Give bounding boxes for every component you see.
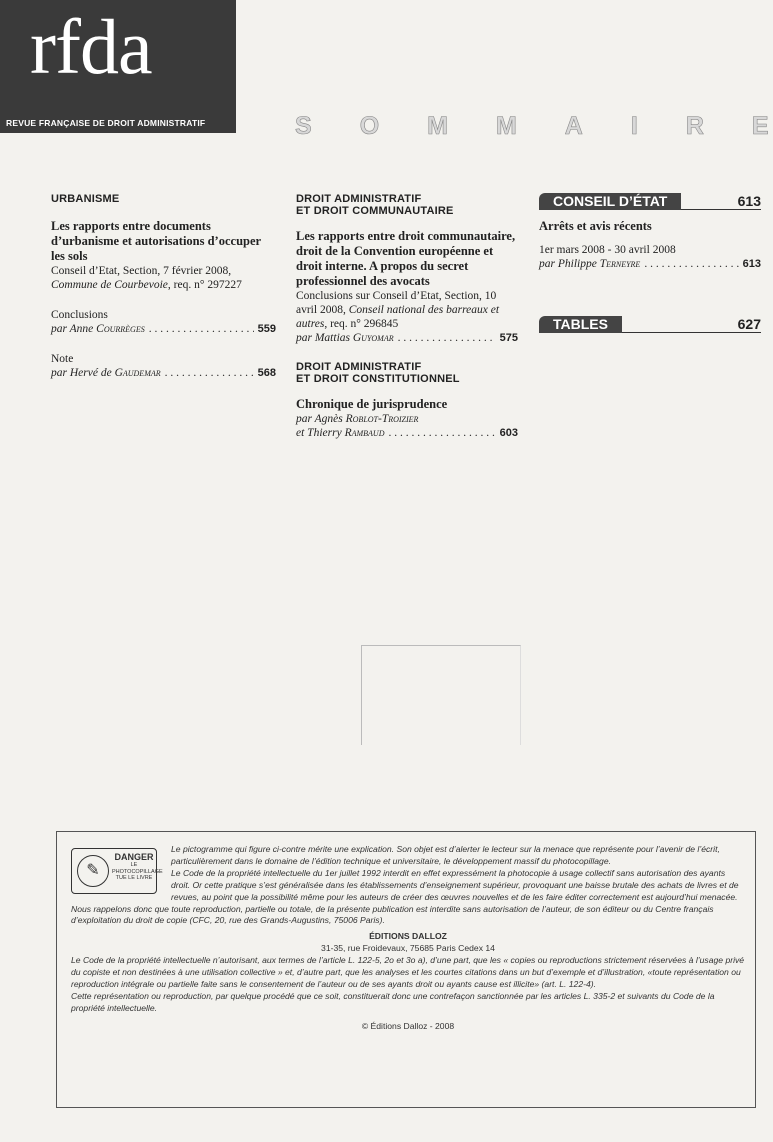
article-title: Arrêts et avis récents	[539, 219, 652, 233]
source-req: , req. n° 297227	[167, 279, 242, 291]
section-box-label: TABLES	[539, 316, 622, 333]
legal-notice	[56, 831, 756, 1108]
author-name: Rambaud	[344, 427, 385, 439]
notice-paragraph: Cette représentation ou reproduction, par quelque procédé que ce soit, constituerait donc une contrefaçon sanctionnée par les articles L. 335-2 et suivants du Code de la propriété intellectuelle.	[71, 990, 715, 1013]
author-name: Courrèges	[96, 323, 145, 335]
author-line	[296, 331, 518, 345]
author-line	[296, 412, 518, 426]
article-title: Les rapports entre documents d’urbanisme et autorisations d’occuper les sols	[51, 219, 261, 263]
author-prefix: par Hervé de	[51, 367, 112, 379]
source-text: Conclusions sur Conseil d’Etat, Section, 10 avril 2008,	[296, 290, 497, 316]
leader-dots	[398, 331, 496, 345]
author-prefix: et Thierry	[296, 427, 342, 439]
source-text: Conseil d’Etat, Section, 7 février 2008,	[51, 265, 232, 277]
note-label: Note	[51, 353, 74, 365]
note-author-line	[51, 366, 276, 380]
masthead	[0, 0, 236, 133]
section-heading-line: DROIT ADMINISTRATIF	[296, 361, 422, 373]
leader-dots	[165, 366, 254, 380]
author-name: Terneyre	[599, 258, 641, 270]
source-case-name: Commune de Courbevoie	[51, 279, 168, 291]
leader-dots	[149, 322, 254, 336]
sommaire-letter: S	[295, 112, 312, 140]
column-droit-administratif	[296, 193, 518, 440]
author-prefix: par Philippe	[539, 258, 597, 270]
page-number: 603	[499, 427, 518, 439]
leader-dots	[644, 257, 738, 271]
danger-pictogram	[71, 848, 163, 894]
notice-paragraph: Nous rappelons donc que toute reproduction, partielle ou totale, de la présente publication est interdite sans autorisation de l’auteur, de son éditeur ou du Centre français d’exploitation du droit de copie (CFC, 20, rue des Grands-Augustins, 75006 Paris).	[71, 903, 714, 926]
page-number: 559	[257, 323, 276, 335]
author-prefix: par Anne	[51, 323, 94, 335]
notice-paragraph: Le Code de la propriété intellectuelle n’autorisant, aux termes de l’article L. 122-5, 2o et 3o a), d’une part, que les « copies ou reproductions strictement réservées à l’usage privé du copiste et non destinées à une utilisation collective » et, d’autre part, que les analyses et les courtes citations dans un but d’exemple et d’illustration, «toute représentation ou reproduction intégrale ou partielle faite sans le consentement de l’auteur ou de ses ayants droit ou ayants cause est illicite» (art. L. 122-4).	[71, 955, 745, 989]
journal-tagline: REVUE FRANÇAISE DE DROIT ADMINISTRATIF	[6, 118, 206, 128]
section-box-page: 613	[737, 193, 761, 209]
section-box-header	[539, 193, 761, 210]
article-title: Chronique de jurisprudence	[296, 397, 448, 411]
author-name: Gaudemar	[114, 367, 161, 379]
publisher-address: 31-35, rue Froidevaux, 75685 Paris Cedex 14	[321, 943, 495, 954]
sommaire-letter: O	[359, 112, 380, 140]
section-heading	[296, 361, 518, 385]
page-number: 575	[499, 332, 518, 344]
column-urbanisme	[51, 193, 276, 380]
sommaire-letter: A	[564, 112, 583, 140]
sommaire-letter: I	[630, 112, 638, 140]
sommaire-letter: R	[685, 112, 704, 140]
sommaire-letter: M	[495, 112, 517, 140]
page-number: 613	[742, 258, 761, 270]
section-heading: URBANISME	[51, 193, 120, 205]
section-box-label: CONSEIL D’ÉTAT	[539, 193, 681, 210]
copyright: © Éditions Dalloz - 2008	[361, 1020, 455, 1031]
article-source	[296, 289, 518, 331]
section-heading-line: DROIT ADMINISTRATIF	[296, 193, 422, 205]
author-name: Guyomar	[352, 332, 394, 344]
source-req: , req. n° 296845	[324, 318, 399, 330]
danger-text	[112, 852, 163, 882]
notice-paragraph: Le pictogramme qui figure ci-contre mérite une explication. Son objet est d’alerter le lecteur sur la menace que représente pour l’avenir de l’écrit, particulièrement dans le domaine de l’édition technique et universitaire, le développement massif du photocopillage.	[171, 844, 720, 866]
section-heading-line: ET DROIT CONSTITUTIONNEL	[296, 373, 460, 385]
page-number: 568	[257, 367, 276, 379]
section-box-header	[539, 316, 761, 333]
author-prefix: par Mattias	[296, 332, 350, 344]
date-range: 1er mars 2008 - 30 avril 2008	[539, 244, 676, 256]
author-line	[296, 426, 518, 440]
section-heading-line: ET DROIT COMMUNAUTAIRE	[296, 205, 454, 217]
source-case-name: Conseil national des barreaux et autres	[296, 304, 500, 330]
author-name: Roblot-Troizier	[345, 413, 419, 425]
article-source	[51, 264, 276, 292]
paper-mark	[361, 645, 521, 745]
conclusions-label: Conclusions	[51, 309, 108, 321]
leader-dots	[388, 426, 495, 440]
photocopy-ban-icon: ✎	[77, 855, 109, 887]
section-heading	[296, 193, 518, 217]
publisher-name: ÉDITIONS DALLOZ	[369, 931, 447, 942]
sommaire-heading	[295, 112, 769, 141]
sommaire-letter: E	[751, 112, 769, 140]
author-prefix: par Agnès	[296, 413, 343, 425]
column-conseil-etat	[539, 193, 761, 333]
notice-paragraph: Le Code de la propriété intellectuelle du 1er juillet 1992 interdit en effet expressément la photocopie à usage collectif sans autorisation des ayants droit. Or cette pratique s’est généralisée dans les établissements d’enseignement supérieur, provoquant une baisse brutale des achats de livres et de revues, au point que la possibilité même pour les auteurs de créer des œuvres nouvelles et de les faire éditer correctement est aujourd’hui menacée.	[171, 867, 739, 902]
article-title: Les rapports entre droit communautaire, droit de la Convention européenne et droit interne. A propos du secret professionnel des avocats	[296, 229, 516, 288]
danger-title: DANGER	[114, 852, 154, 862]
sommaire-letter: M	[427, 112, 448, 140]
danger-subtitle: LE PHOTOCOPILLAGE TUE LE LIVRE	[112, 862, 163, 881]
section-box-page: 627	[737, 316, 761, 332]
author-line	[539, 257, 761, 271]
rfda-logo: rfda	[30, 3, 152, 90]
conclusions-author-line	[51, 322, 276, 336]
